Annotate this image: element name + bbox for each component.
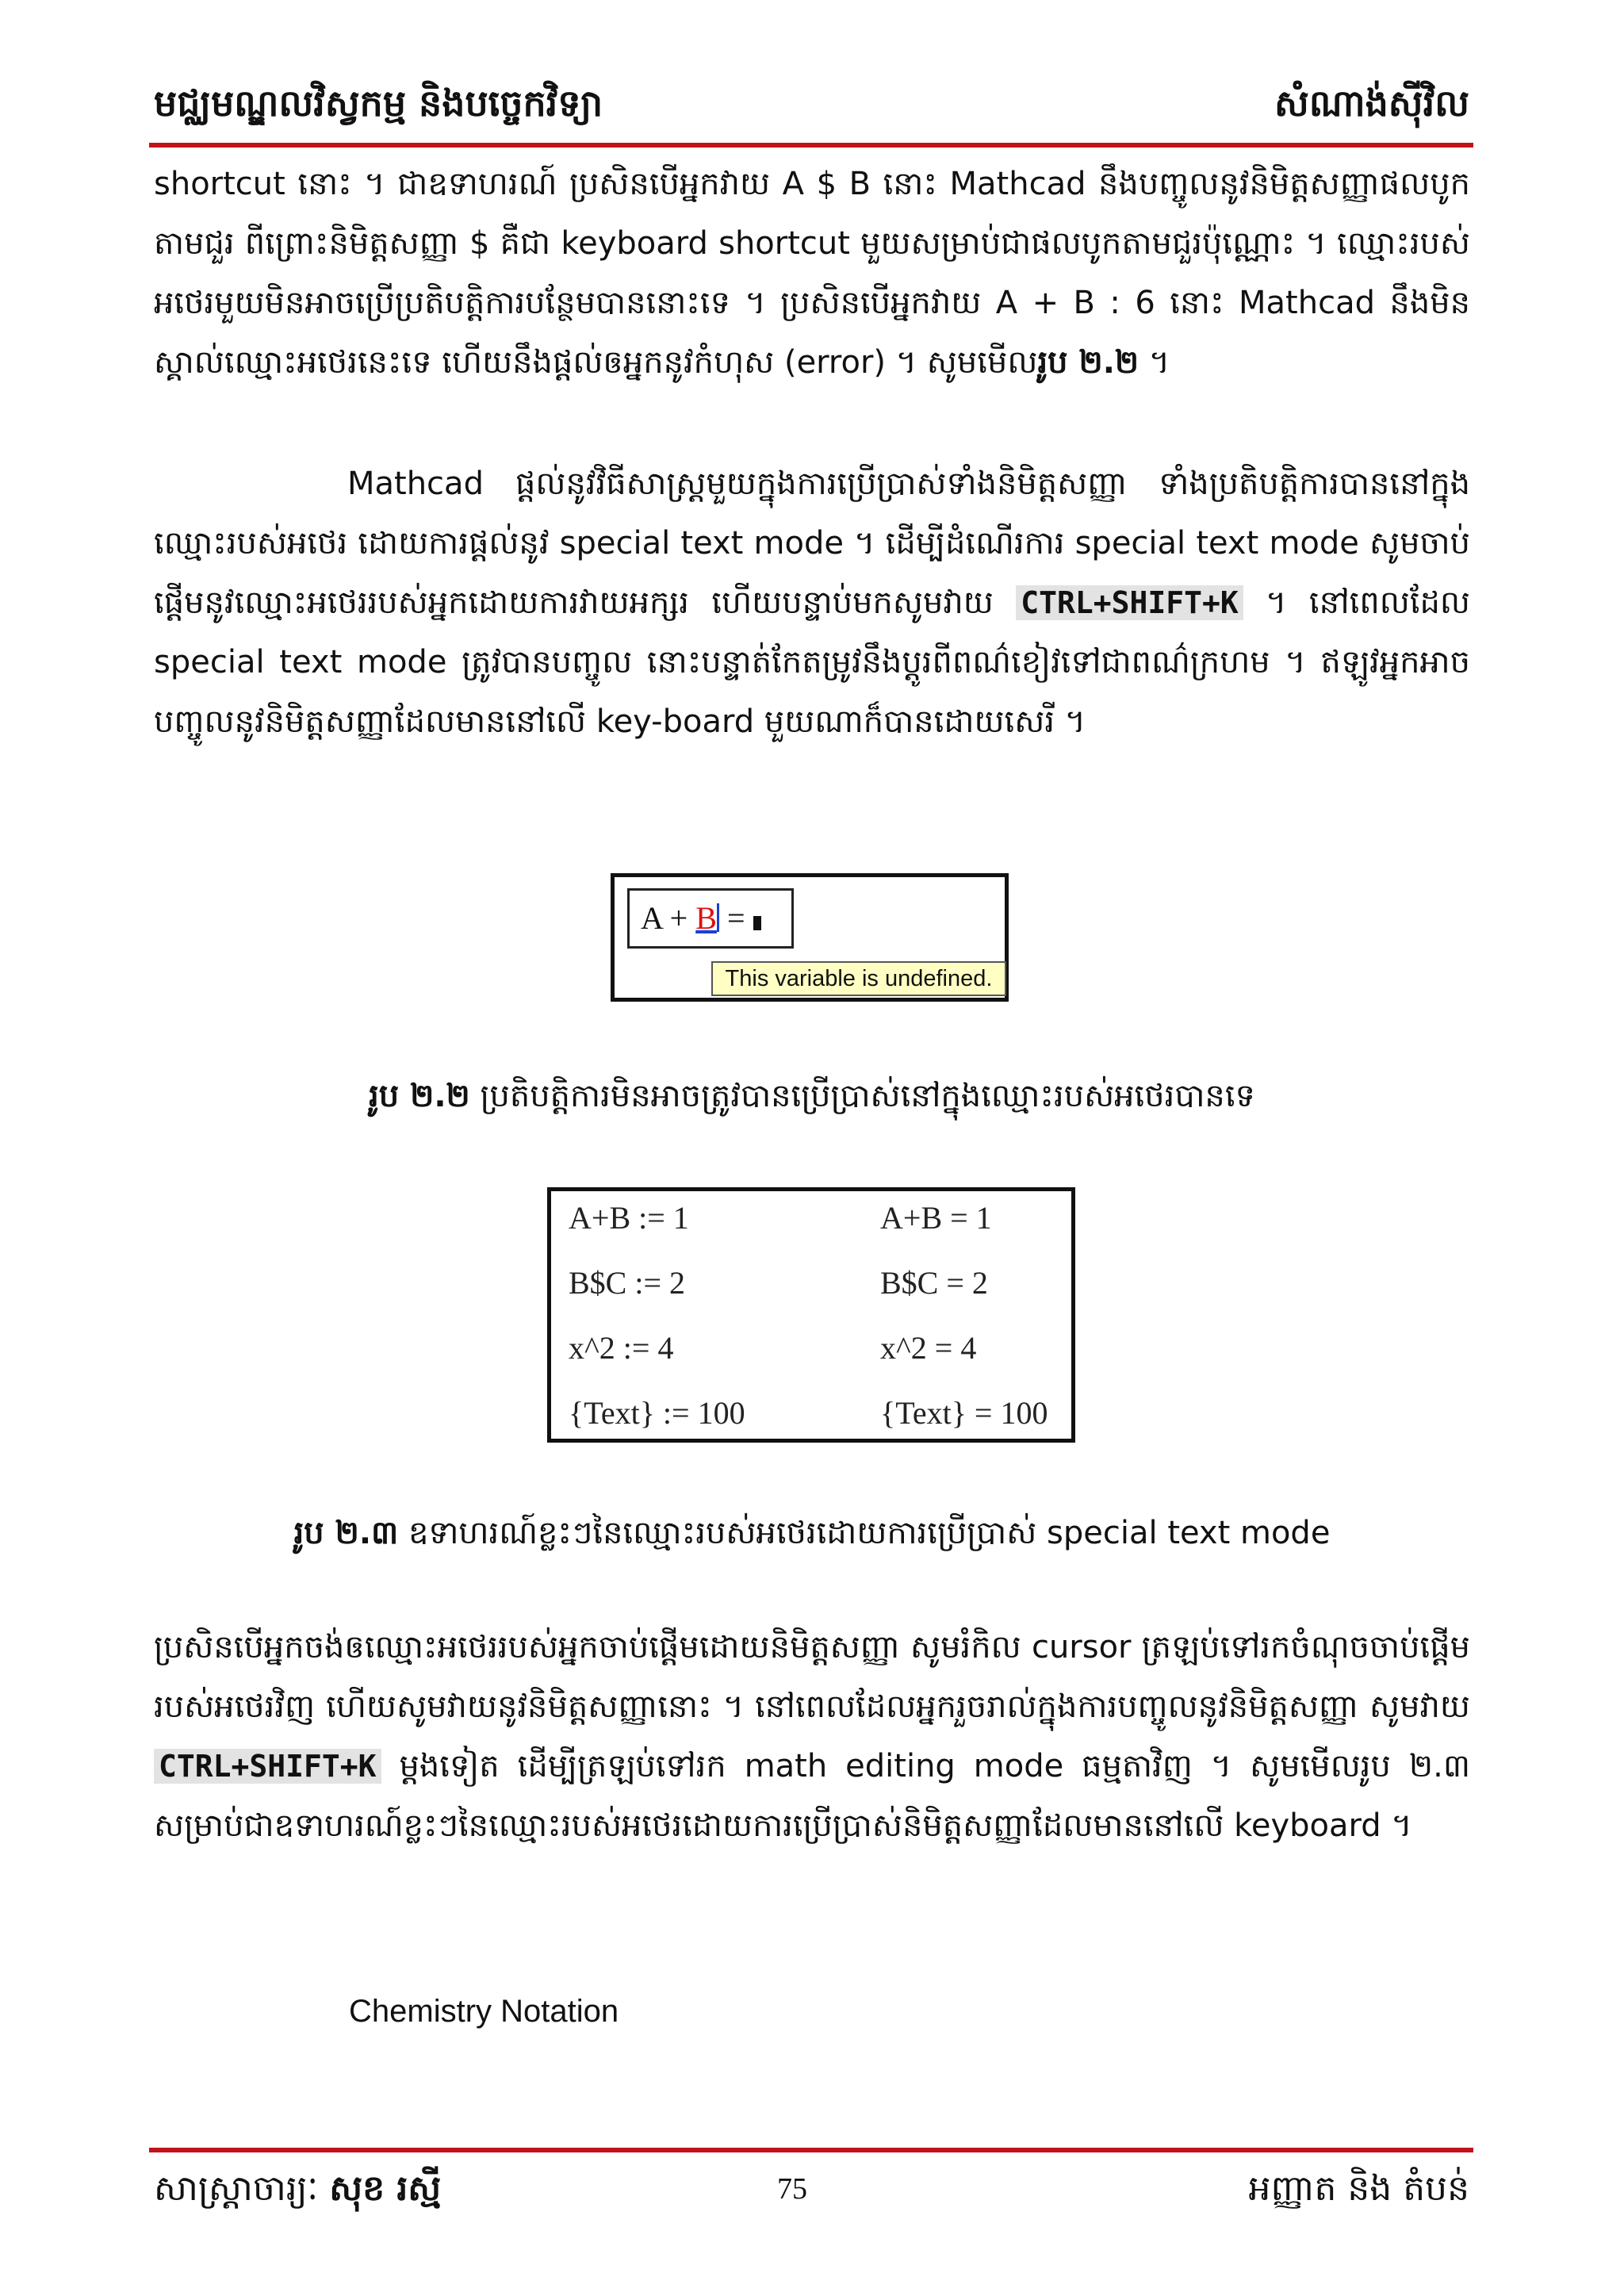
figure-2-2 (611, 873, 1009, 1002)
footer-rule (149, 2148, 1473, 2152)
footer-chapter: អញ្ញាត និង តំបន់ (1248, 2168, 1469, 2209)
fig23-cell: {Text} := 100 (569, 1395, 745, 1431)
placeholder-marker (753, 916, 761, 930)
author-label: សាស្ត្រាចារ្យៈ (154, 2168, 330, 2209)
paragraph-2-text-a: Mathcad ផ្តល់នូវវិធីសាស្ត្រមួយក្នុងការប្រើប្រាស់ទាំងនិមិត្តសញ្ញា ទាំងប្រតិបត្តិការបាននៅក្នុងឈ្មោះរបស់អថេរ ដោយការផ្តល់នូវ special text mode ។ ដើម្បីដំណើរការ special text mode សូមចាប់ផ្តើមនូវឈ្មោះអថេររបស់អ្នកដោយការវាយអក្សរ ហើយបន្ទាប់មកសូមវាយ (154, 466, 1470, 621)
caption-2-2-ref: រូប ២.២ (369, 1078, 470, 1114)
paragraph-1-end: ។ (1139, 344, 1170, 381)
caption-2-3-ref: រូប ២.៣ (293, 1515, 399, 1551)
fig23-cell: A+B = 1 (880, 1200, 992, 1236)
fig23-cell: B$C := 2 (569, 1265, 686, 1301)
figure-ref-2-2: រូប ២.២ (1037, 344, 1139, 381)
header-title: មជ្ឈមណ្ឌលវិស្វកម្ម និងបច្ចេកវិទ្យា (154, 82, 603, 125)
paragraph-3-text-a: ប្រសិនបើអ្នកចង់ឲឈ្មោះអថេររបស់អ្នកចាប់ផ្តើមដោយនិមិត្តសញ្ញា សូមរំកិល cursor ត្រឡប់ទៅរកចំណុចចាប់ផ្តើមរបស់អថេរវិញ ហើយសូមវាយនូវនិមិត្តសញ្ញានោះ ។ នៅពេលដែលអ្នករួចរាល់ក្នុងការបញ្ចូលនូវនិមិត្តសញ្ញា សូមវាយ (154, 1629, 1470, 1725)
caption-figure-2-3 (154, 1509, 1470, 1557)
author-name: សុខ រស្មី (329, 2168, 442, 2209)
paragraph-1-text: shortcut នោះ ។ ជាឧទាហរណ៍ ប្រសិនបើអ្នកវាយ A $ B នោះ Mathcad នឹងបញ្ចូលនូវនិមិត្តសញ្ញាផលបូកតាមជួរ ពីព្រោះនិមិត្តសញ្ញា $ គឺជា keyboard shortcut មួយសម្រាប់ជាផលបូកតាមជួរប៉ុណ្ណោះ ។ ឈ្មោះរបស់អថេរមួយមិនអាចប្រើប្រតិបត្តិការបន្ថែមបាននោះទេ ។ ប្រសិនបើអ្នកវាយ A + B : 6 នោះ Mathcad នឹងមិនស្គាល់ឈ្មោះអថេរនេះទេ ហើយនឹងផ្តល់ឲអ្នកនូវកំហុស (error) ។ សូមមើល (154, 166, 1470, 381)
shortcut-key: CTRL+SHIFT+K (1016, 585, 1243, 620)
caption-figure-2-2 (154, 1072, 1470, 1120)
fig23-cell: {Text} = 100 (880, 1395, 1048, 1431)
shortcut-key: CTRL+SHIFT+K (154, 1749, 381, 1784)
paragraph-2-text-b: ។ នៅពេលដែល special text mode ត្រូវបានបញ្ចូល នោះបន្ទាត់កែតម្រូវនឹងប្តូរពីពណ៌ខៀវទៅជាពណ៌ក្រហម ។ ឥឡូវអ្នកអាចបញ្ចូលនូវនិមិត្តសញ្ញាដែលមាននៅលើ key-board មួយណាក៏បានដោយសេរី ។ (154, 585, 1470, 740)
expr-a: A + (641, 900, 696, 936)
error-tooltip: This variable is undefined. (711, 961, 1006, 996)
paragraph-1 (154, 155, 1470, 393)
fig23-cell: x^2 = 4 (880, 1330, 977, 1366)
header-subject: សំណាង់ស៊ីវិល (1274, 82, 1469, 125)
figure-2-3 (547, 1187, 1075, 1443)
fig23-cell: B$C = 2 (880, 1265, 988, 1301)
section-heading: Chemistry Notation (349, 1994, 619, 2029)
header-rule (149, 143, 1473, 148)
footer-author (154, 2165, 441, 2213)
fig23-cell: x^2 := 4 (569, 1330, 674, 1366)
caption-2-2-text: ប្រតិបត្តិការមិនអាចត្រូវបានប្រើប្រាស់នៅក្នុងឈ្មោះរបស់អថេរបានទេ (469, 1078, 1255, 1114)
fig23-cell: A+B := 1 (569, 1200, 689, 1236)
expr-b: B (695, 900, 717, 936)
caption-2-3-text: ឧទាហរណ៍ខ្លះៗនៃឈ្មោះរបស់អថេរដោយការប្រើប្រាស់ special text mode (398, 1515, 1331, 1551)
paragraph-3 (154, 1618, 1470, 1856)
math-expression-box (627, 888, 794, 949)
page-number: 75 (777, 2172, 807, 2206)
expr-equals: = (718, 900, 745, 936)
paragraph-3-text-b: ម្តងទៀត ដើម្បីត្រឡប់ទៅរក math editing mode ធម្មតាវិញ ។ សូមមើលរូប ២.៣ សម្រាប់ជាឧទាហរណ៍ខ្លះៗនៃឈ្មោះរបស់អថេរដោយការប្រើប្រាស់និមិត្តសញ្ញាដែលមាននៅលើ keyboard ។ (154, 1748, 1470, 1844)
paragraph-2 (154, 454, 1470, 752)
